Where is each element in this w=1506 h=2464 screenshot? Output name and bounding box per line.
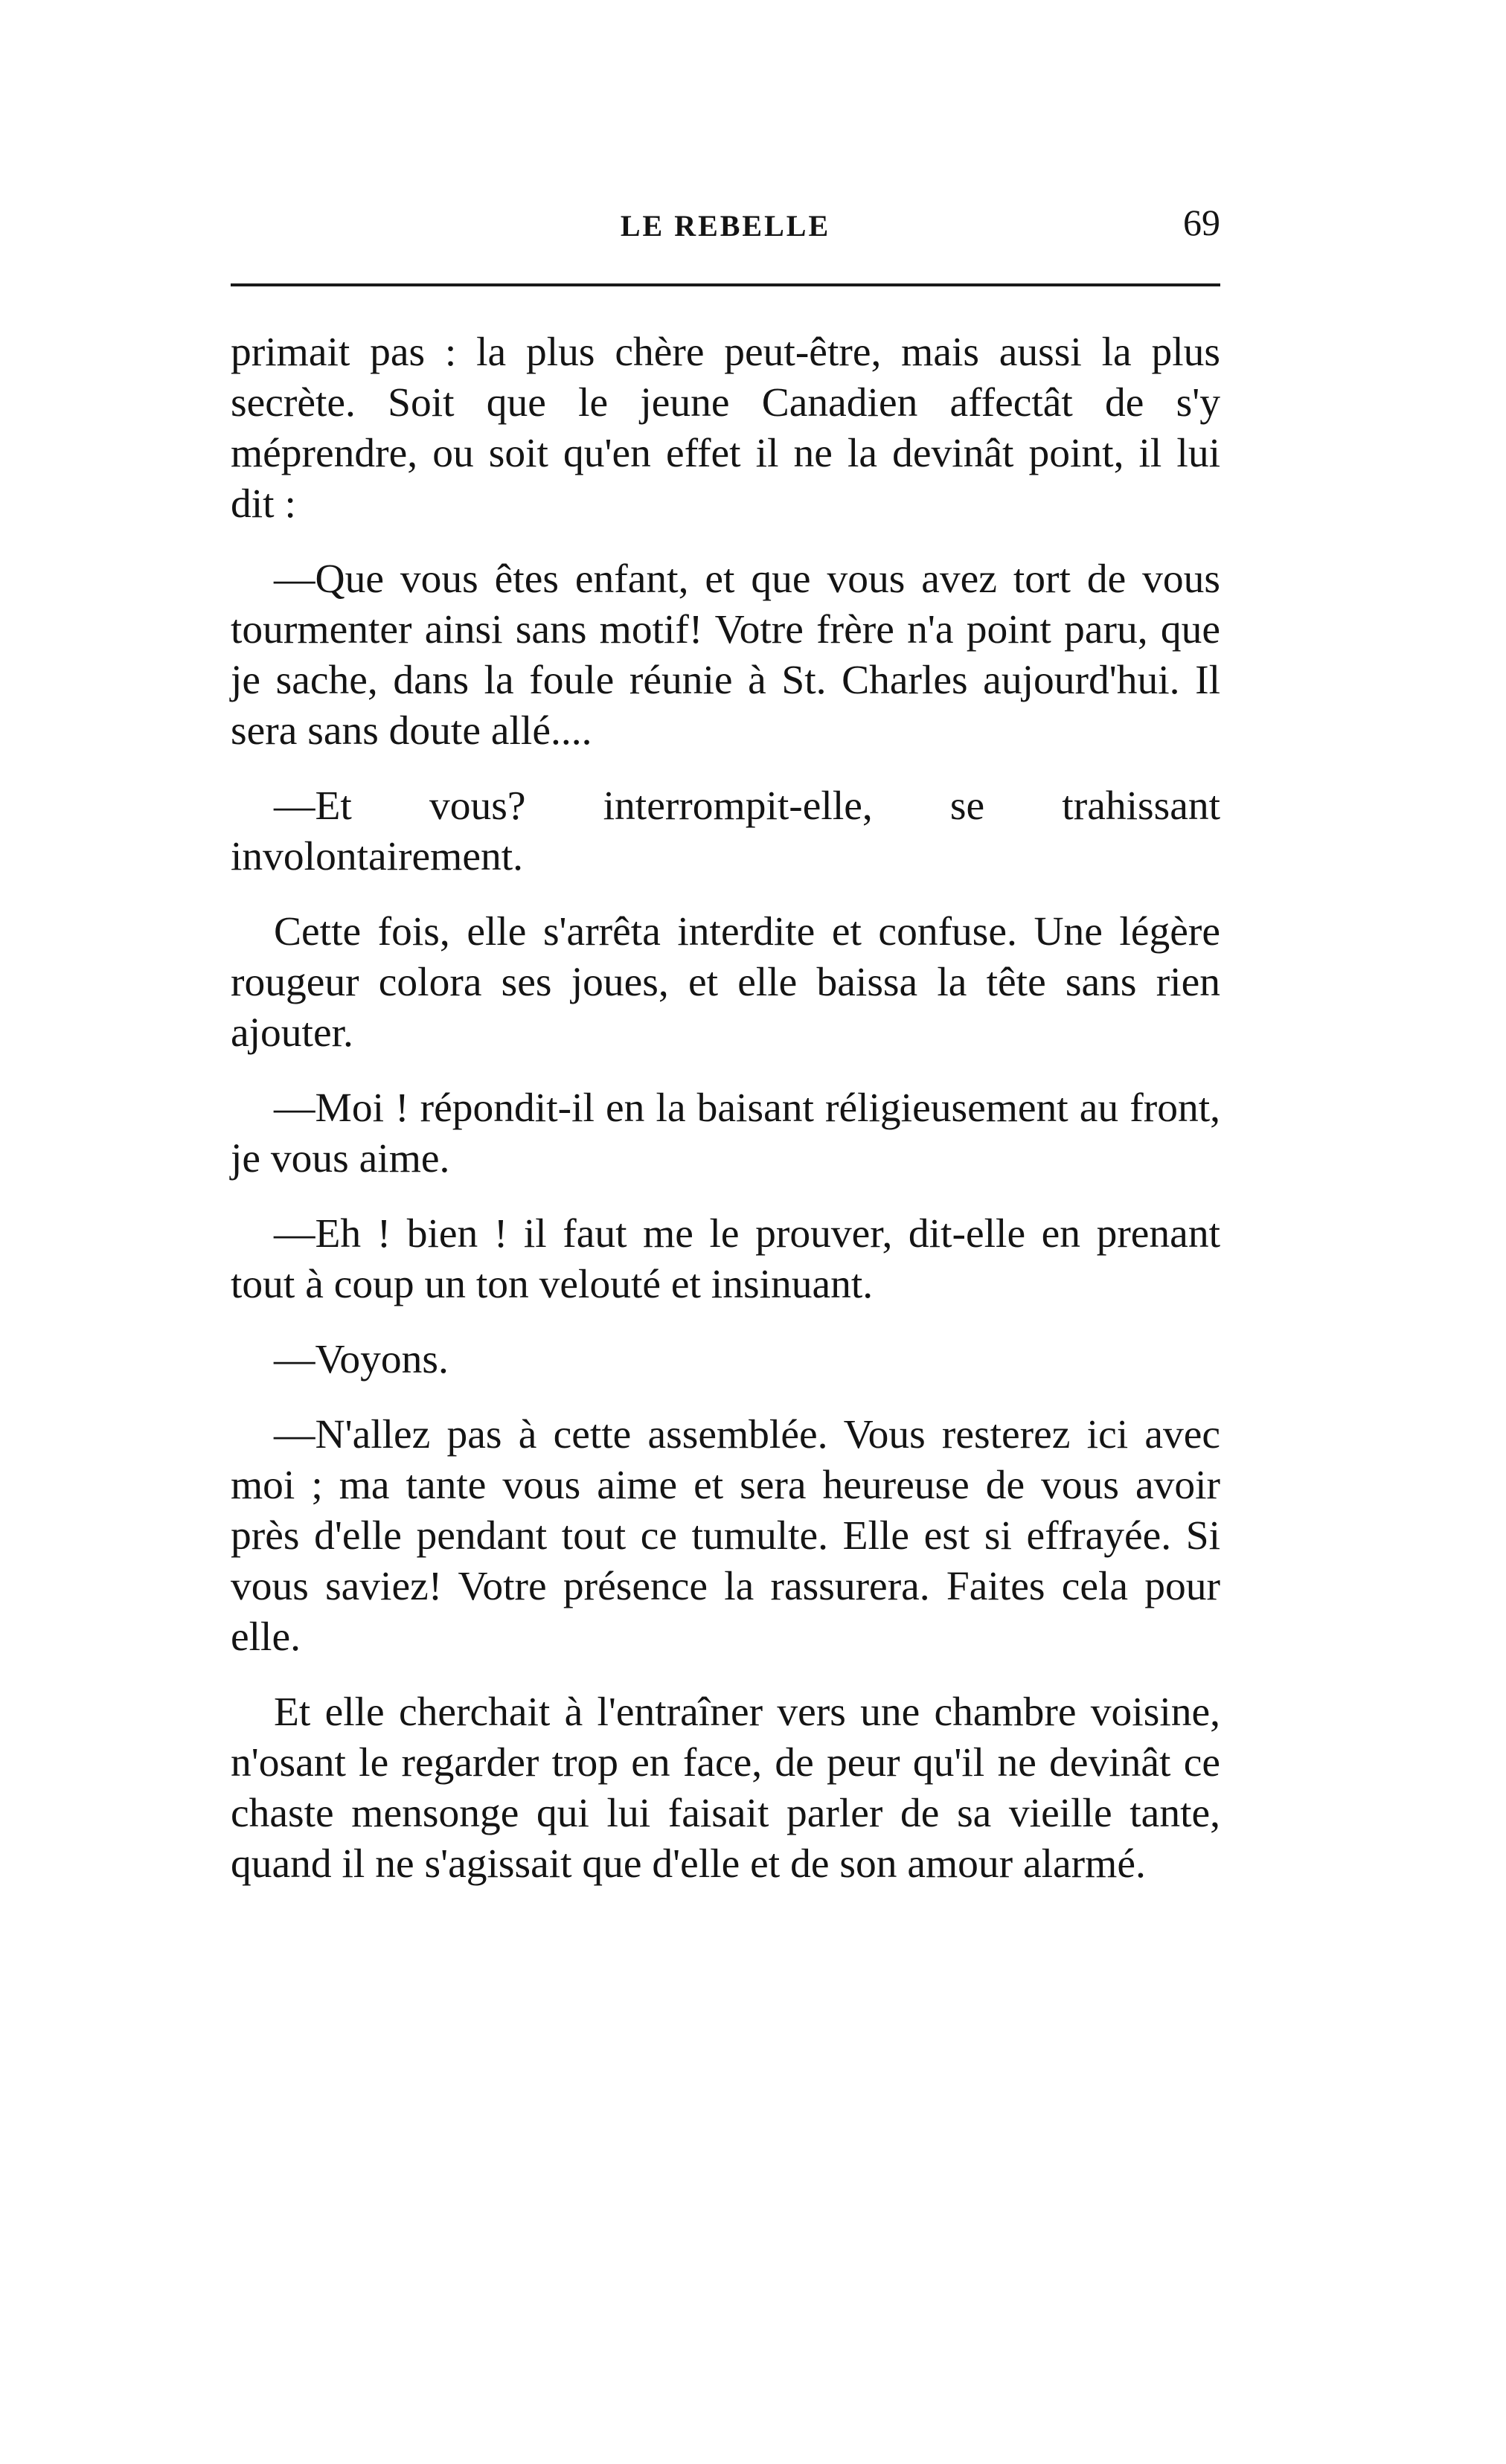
paragraph: —Et vous? interrompit-elle, se trahissant involontairement. bbox=[231, 783, 1220, 879]
paragraph: —N'allez pas à cette assemblée. Vous resterez ici avec moi ; ma tante vous aime et sera heureuse de vous avoir près d'elle pendant tout ce tumulte. Elle est si effrayée. Si vous saviez! Votre présence la rassurera. Faites cela pour elle. bbox=[231, 1412, 1220, 1660]
running-title: LE REBELLE bbox=[620, 209, 831, 243]
paragraph: —Voyons. bbox=[274, 1337, 449, 1382]
header-rule bbox=[231, 283, 1220, 286]
paragraph: Et elle cherchait à l'entraîner vers une chambre voisine, n'osant le regarder trop en face, de peur qu'il ne devinât ce chaste mensonge qui lui faisait parler de sa vieille tante, quand il ne s'agissait que d'elle et de son amour alarmé. bbox=[231, 1690, 1220, 1887]
paragraph: —Que vous êtes enfant, et que vous avez tort de vous tourmenter ainsi sans motif! Votre frère n'a point paru, que je sache, dans la foule réunie à St. Charles aujourd'hui. Il sera sans doute allé.... bbox=[231, 556, 1220, 754]
paragraph: primait pas : la plus chère peut-être, mais aussi la plus secrète. Soit que le jeune Canadien affectât de s'y méprendre, ou soit qu'en effet il ne la devinât point, il lui dit : bbox=[231, 330, 1220, 527]
page-header bbox=[231, 201, 1220, 260]
paragraph: Cette fois, elle s'arrêta interdite et confuse. Une légère rougeur colora ses joues, et elle baissa la tête sans rien ajouter. bbox=[231, 909, 1220, 1056]
page-number: 69 bbox=[1183, 202, 1220, 243]
paragraph: —Moi ! répondit-il en la baisant réligieusement au front, je vous aime. bbox=[231, 1085, 1220, 1181]
paragraph: —Eh ! bien ! il faut me le prouver, dit-elle en prenant tout à coup un ton velouté et insinuant. bbox=[231, 1211, 1220, 1307]
body-text bbox=[231, 327, 1220, 1914]
